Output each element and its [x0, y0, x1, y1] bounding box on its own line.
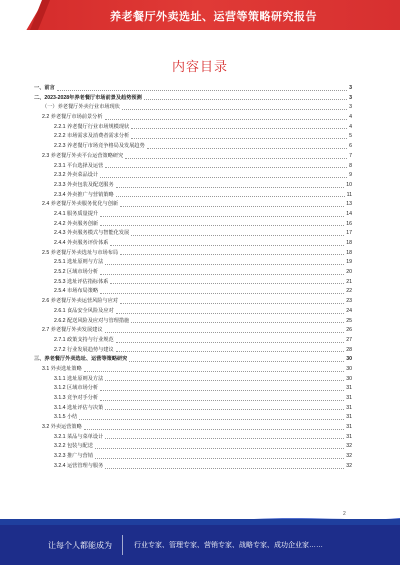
toc-entry[interactable]	[34, 249, 352, 259]
toc-entry-page: 10	[346, 181, 352, 188]
toc-leader-dots	[100, 287, 344, 294]
toc-entry[interactable]	[34, 336, 352, 346]
toc-entry[interactable]	[34, 268, 352, 278]
toc-entry[interactable]	[34, 462, 352, 472]
toc-leader-dots	[105, 326, 345, 333]
toc-entry-page: 4	[349, 114, 352, 121]
toc-entry[interactable]	[34, 239, 352, 249]
toc-leader-dots	[125, 152, 347, 159]
toc-leader-dots	[110, 239, 344, 246]
toc-entry-page: 21	[346, 278, 352, 285]
toc-leader-dots	[100, 171, 347, 178]
page-number: 2	[343, 511, 346, 517]
toc-entry-label: 3.1.5 小结	[54, 414, 78, 421]
toc-entry-label: 3.2 外卖运营策略	[42, 424, 82, 431]
toc-entry-page: 3	[349, 94, 352, 101]
toc-entry[interactable]	[34, 103, 352, 113]
toc-leader-dots	[100, 384, 344, 391]
toc-entry-page: 3	[349, 85, 352, 91]
toc-leader-dots	[110, 278, 344, 285]
toc-entry-label: 2.2.2 市场需求及消费者需求分析	[54, 133, 130, 140]
toc-leader-dots	[122, 103, 347, 110]
toc-entry[interactable]	[34, 200, 352, 210]
toc-entry[interactable]	[34, 162, 352, 172]
toc-entry[interactable]	[34, 278, 352, 288]
toc-entry-page: 28	[346, 346, 352, 353]
toc-entry[interactable]	[34, 394, 352, 404]
toc-entry[interactable]	[34, 355, 352, 365]
toc-entry[interactable]	[34, 326, 352, 336]
toc-entry[interactable]	[34, 171, 352, 181]
toc-entry[interactable]	[34, 210, 352, 220]
toc-entry-page: 8	[349, 162, 352, 169]
toc-leader-dots	[105, 258, 344, 265]
toc-entry[interactable]	[34, 423, 352, 433]
toc-entry-page: 27	[346, 336, 352, 343]
toc-entry-page: 9	[349, 172, 352, 179]
toc-leader-dots	[105, 433, 344, 440]
toc-leader-dots	[100, 394, 344, 401]
toc-entry-label: 2.5.2 区域市场分析	[54, 269, 99, 276]
toc-entry-label: 2.7.2 行业发展趋势与建议	[54, 346, 114, 353]
toc-leader-dots	[105, 113, 348, 120]
toc-leader-dots	[116, 346, 345, 353]
toc-entry-page: 19	[346, 259, 352, 266]
toc-entry-label: 2.2.1 养老餐厅行业市场规模现状	[54, 123, 130, 130]
toc-entry-page: 7	[349, 152, 352, 159]
toc-entry-page: 31	[346, 433, 352, 440]
toc-entry-label: 2.4 养老餐厅外卖服务优化与创新	[42, 201, 119, 208]
toc-entry-label: 3.2.3 推广与营销	[54, 453, 93, 460]
toc-entry-label: 3.2.1 菜品与菜单设计	[54, 433, 104, 440]
toc-entry[interactable]	[34, 132, 352, 142]
toc-entry-label: （一）养老餐厅外卖行业市场现状	[42, 104, 120, 111]
toc-leader-dots	[105, 375, 344, 382]
toc-entry[interactable]	[34, 297, 352, 307]
toc-entry-label: 2.3.2 外卖菜品设计	[54, 172, 99, 179]
toc-entry[interactable]	[34, 113, 352, 123]
toc-entry-label: 2.5.3 选址评估指标体系	[54, 278, 109, 285]
toc-entry-page: 32	[346, 453, 352, 460]
toc-entry[interactable]	[34, 375, 352, 385]
toc-entry-page: 16	[346, 220, 352, 227]
toc-entry-label: 3.1 外卖选址策略	[42, 365, 82, 372]
toc-leader-dots	[147, 142, 347, 149]
toc-entry[interactable]	[34, 152, 352, 162]
toc-entry[interactable]	[34, 404, 352, 414]
toc-entry-label: 2.4.1 服务质量提升	[54, 210, 99, 217]
toc-entry-page: 4	[349, 123, 352, 130]
toc-entry-label: 3.2.4 运营管理与服务	[54, 462, 104, 469]
toc-entry-label: 2.3.3 外卖包装及配送服务	[54, 181, 114, 188]
toc-entry[interactable]	[34, 258, 352, 268]
toc-entry-page: 22	[346, 288, 352, 295]
toc-entry-label: 2.7 养老餐厅外卖发展建议	[42, 327, 103, 334]
report-title: 养老餐厅外卖选址、运营等策略研究报告	[110, 11, 317, 23]
toc-entry[interactable]	[34, 94, 352, 104]
toc-entry[interactable]	[34, 346, 352, 356]
toc-leader-dots	[100, 210, 344, 217]
toc-entry-page: 31	[346, 385, 352, 392]
toc-entry-page: 30	[346, 365, 352, 372]
toc-entry-label: 2.2.3 养老餐厅市场竞争格局及发展趋势	[54, 143, 145, 150]
toc-leader-dots	[131, 132, 347, 139]
toc-entry-page: 5	[349, 133, 352, 140]
toc-entry[interactable]	[34, 191, 352, 201]
toc-entry-page: 13	[346, 201, 352, 208]
toc-entry-label: 2.3.4 外卖推广与营销策略	[54, 191, 114, 198]
toc-leader-dots	[100, 268, 344, 275]
toc-entry[interactable]	[34, 181, 352, 191]
toc-leader-dots	[144, 94, 347, 101]
toc-entry[interactable]	[34, 442, 352, 452]
toc-entry-page: 32	[346, 462, 352, 469]
toc-entry-label: 2.5 养老餐厅外卖选址与市场布局	[42, 249, 119, 256]
toc-entry-page: 31	[346, 395, 352, 401]
toc-entry-label: 2.5.1 选址原则与方法	[54, 259, 104, 266]
toc-entry-label: 2.3.1 平台选择及运营	[54, 162, 104, 169]
toc-entry-page: 25	[346, 317, 352, 324]
footer-slogan-right: 行业专家、管理专家、营销专家、战略专家、成功企业家……	[134, 542, 323, 549]
toc-leader-dots	[116, 336, 345, 343]
toc-leader-dots	[95, 442, 344, 449]
toc-leader-dots	[120, 249, 344, 256]
toc-entry-label: 3.1.2 区域市场分析	[54, 385, 99, 392]
toc-entry-page: 26	[346, 327, 352, 334]
toc-entry-label: 3.1.3 竞争对手分析	[54, 395, 99, 401]
toc-entry-page: 14	[346, 210, 352, 217]
toc-entry-label: 三、养老餐厅外卖选址、运营等策略研究	[34, 356, 128, 363]
toc-leader-dots	[105, 404, 344, 411]
toc-entry[interactable]	[34, 229, 352, 239]
toc-entry-page: 6	[349, 143, 352, 150]
toc-leader-dots	[120, 297, 344, 304]
toc-entry-label: 3.1.4 选址评估与决策	[54, 404, 104, 411]
toc-entry[interactable]	[34, 287, 352, 297]
toc-entry[interactable]	[34, 384, 352, 394]
toc-entry-label: 2.6.2 配送风险及应对与管理措施	[54, 317, 130, 324]
toc-entry[interactable]	[34, 317, 352, 327]
footer-banner	[0, 525, 400, 565]
toc-entry-label: 2.5.4 市场布局策略	[54, 288, 99, 295]
toc-entry-page: 17	[346, 230, 352, 237]
toc-entry-page: 31	[346, 404, 352, 411]
toc-entry-label: 2.4.2 外卖服务创新	[54, 220, 99, 227]
table-of-contents	[34, 84, 352, 472]
toc-entry[interactable]	[34, 123, 352, 133]
toc-leader-dots	[105, 162, 347, 169]
toc-entry-label: 2.2 养老餐厅市场前景分析	[42, 114, 103, 121]
toc-entry-page: 30	[346, 375, 352, 382]
toc-entry-page: 23	[346, 298, 352, 305]
toc-entry[interactable]	[34, 220, 352, 230]
toc-leader-dots	[131, 317, 344, 324]
toc-leader-dots	[131, 123, 347, 130]
toc-entry[interactable]	[34, 142, 352, 152]
toc-entry[interactable]	[34, 84, 352, 94]
toc-entry-page: 3	[349, 104, 352, 111]
toc-leader-dots	[105, 462, 344, 469]
toc-entry[interactable]	[34, 307, 352, 317]
toc-leader-dots	[57, 84, 347, 91]
toc-entry-page: 18	[346, 240, 352, 246]
toc-entry-label: 3.1.1 选址原则及方法	[54, 375, 104, 382]
toc-entry-label: 二、2023-2028年养老餐厅市场前景及趋势预测	[34, 94, 142, 101]
page-title: 内容目录	[171, 59, 228, 74]
toc-entry[interactable]	[34, 452, 352, 462]
toc-leader-dots	[116, 307, 345, 314]
toc-entry-label: 一、前言	[34, 85, 55, 91]
toc-leader-dots	[120, 200, 344, 207]
toc-entry-label: 2.3 养老餐厅外卖平台运营策略研究	[42, 152, 124, 159]
toc-entry-label: 2.4.4 外卖服务评价体系	[54, 240, 109, 246]
toc-leader-dots	[131, 229, 344, 236]
toc-entry-page: 31	[346, 424, 352, 431]
toc-entry-label: 2.7.1 政策支持与行业规范	[54, 336, 114, 343]
toc-leader-dots	[84, 423, 344, 430]
toc-entry-page: 31	[346, 414, 352, 421]
toc-entry[interactable]	[34, 433, 352, 443]
toc-entry[interactable]	[34, 365, 352, 375]
toc-leader-dots	[84, 365, 344, 372]
toc-leader-dots	[95, 452, 344, 459]
toc-entry-label: 2.6 养老餐厅外卖运营风险与应对	[42, 298, 119, 305]
footer-slogan-left: 让每个人都能成为	[48, 541, 112, 550]
toc-entry-label: 2.4.3 外卖服务模式与智能化发展	[54, 230, 130, 237]
toc-entry-label: 2.6.1 食品安全风险及应对	[54, 307, 114, 314]
toc-leader-dots	[129, 355, 344, 362]
footer-divider	[122, 535, 123, 555]
toc-entry-page: 32	[346, 443, 352, 450]
toc-entry-label: 3.2.2 包装与配送	[54, 443, 93, 450]
toc-leader-dots	[100, 220, 344, 227]
toc-entry-page: 11	[346, 191, 352, 198]
toc-entry-page: 18	[346, 249, 352, 256]
toc-leader-dots	[116, 181, 345, 188]
header-banner	[0, 0, 400, 30]
toc-leader-dots	[116, 191, 345, 198]
toc-entry-page: 30	[346, 356, 352, 363]
toc-entry-page: 24	[346, 307, 352, 314]
toc-entry[interactable]	[34, 413, 352, 423]
toc-leader-dots	[79, 413, 344, 420]
toc-entry-page: 20	[346, 269, 352, 276]
